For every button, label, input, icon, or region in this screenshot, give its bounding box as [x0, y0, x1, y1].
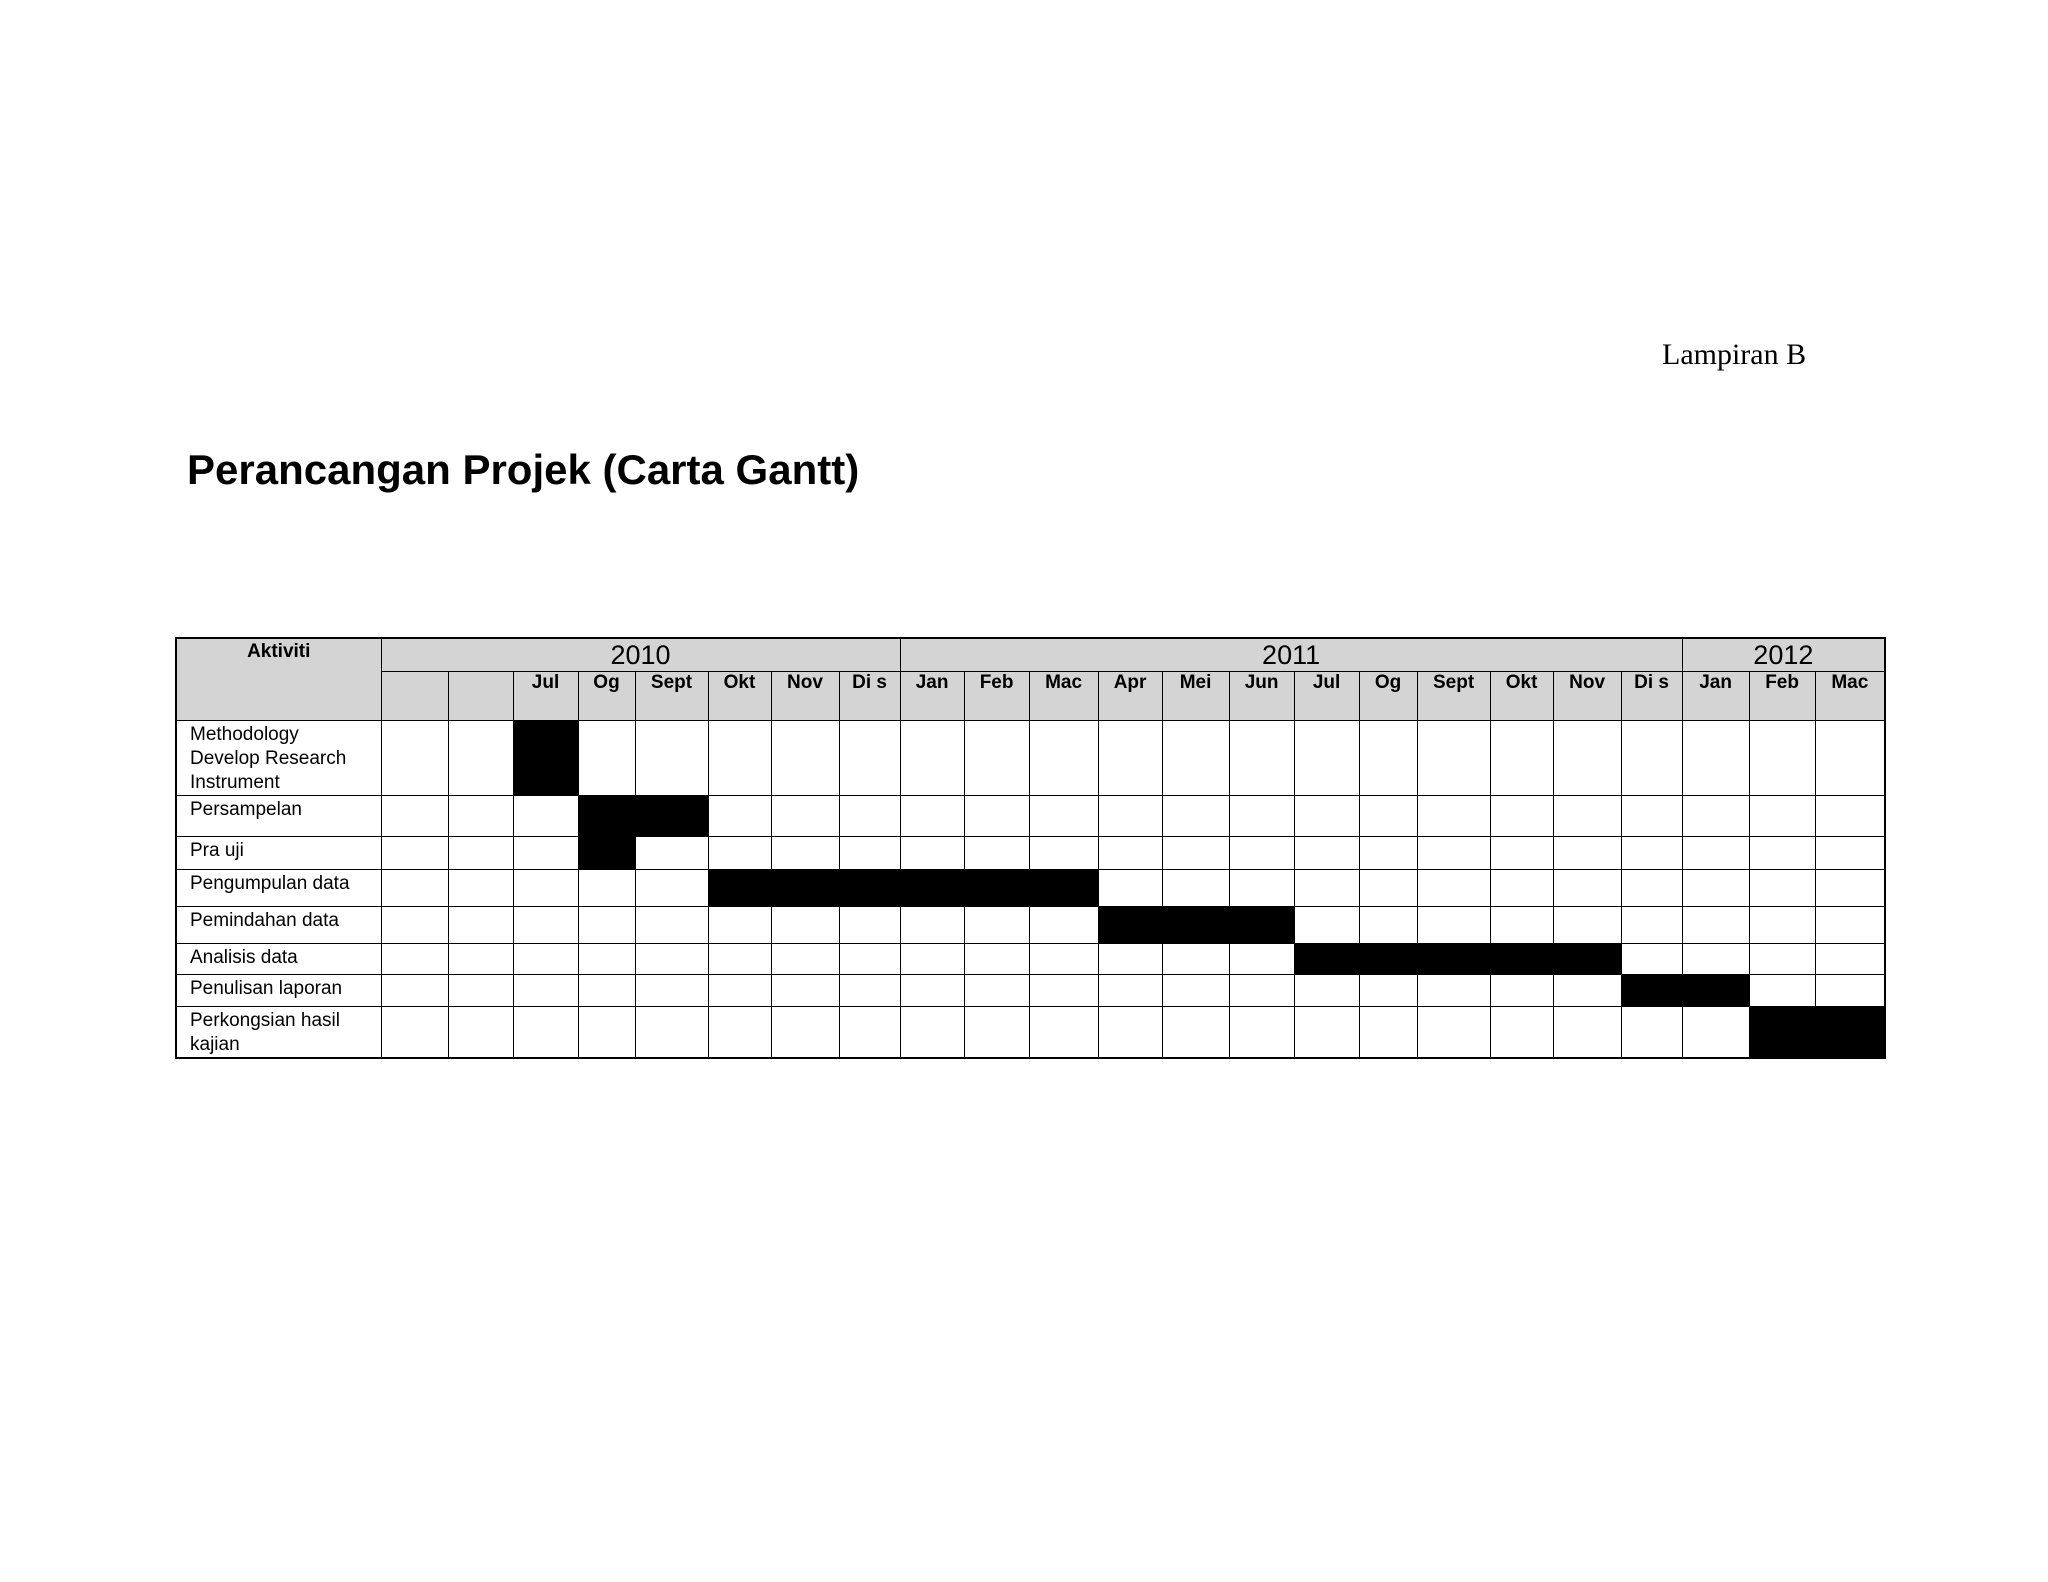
month-header-label: Jan [1699, 672, 1732, 693]
gantt-empty-cell [1294, 796, 1359, 837]
table-row [176, 944, 1885, 975]
gantt-bar-cell [578, 837, 635, 870]
gantt-empty-cell [1162, 721, 1229, 796]
gantt-empty-cell [635, 721, 708, 796]
gantt-empty-cell [1682, 837, 1749, 870]
gantt-empty-cell [839, 837, 900, 870]
month-header-label: Di s [1634, 672, 1669, 693]
gantt-empty-cell [1098, 975, 1162, 1007]
gantt-empty-cell [1029, 796, 1098, 837]
gantt-empty-cell [1417, 721, 1490, 796]
gantt-empty-cell [1229, 721, 1294, 796]
month-header-19 [1621, 672, 1682, 721]
gantt-empty-cell [635, 975, 708, 1007]
gantt-empty-cell [635, 907, 708, 944]
gantt-empty-cell [635, 837, 708, 870]
gantt-empty-cell [1749, 944, 1815, 975]
gantt-empty-cell [900, 975, 964, 1007]
gantt-empty-cell [1162, 796, 1229, 837]
month-header-label: Feb [979, 672, 1014, 693]
gantt-empty-cell [381, 796, 448, 837]
gantt-empty-cell [381, 907, 448, 944]
month-header-17 [1490, 672, 1553, 721]
gantt-empty-cell [1490, 870, 1553, 907]
gantt-empty-cell [771, 1007, 839, 1059]
gantt-empty-cell [1098, 944, 1162, 975]
gantt-empty-cell [900, 907, 964, 944]
gantt-empty-cell [1621, 721, 1682, 796]
activity-label: Pra uji [176, 837, 381, 870]
activity-label: Methodology Develop Research Instrument [176, 721, 381, 796]
month-header-label: Mei [1179, 672, 1212, 693]
gantt-empty-cell [578, 870, 635, 907]
month-header-13 [1229, 672, 1294, 721]
month-header-22 [1815, 672, 1885, 721]
month-header-12 [1162, 672, 1229, 721]
activity-label: Pemindahan data [176, 907, 381, 944]
gantt-empty-cell [1098, 870, 1162, 907]
gantt-empty-cell [513, 907, 578, 944]
year-header-2012: 2012 [1682, 638, 1885, 672]
activity-label: Perkongsian hasil kajian [176, 1007, 381, 1059]
gantt-empty-cell [964, 975, 1029, 1007]
gantt-empty-cell [900, 721, 964, 796]
month-header-0 [381, 672, 448, 721]
gantt-empty-cell [1162, 837, 1229, 870]
gantt-empty-cell [1815, 721, 1885, 796]
gantt-empty-cell [1682, 907, 1749, 944]
gantt-empty-cell [1359, 721, 1417, 796]
month-header-16 [1417, 672, 1490, 721]
month-header-7 [839, 672, 900, 721]
gantt-empty-cell [513, 870, 578, 907]
gantt-empty-cell [578, 907, 635, 944]
gantt-empty-cell [1162, 975, 1229, 1007]
gantt-empty-cell [1815, 870, 1885, 907]
month-header-label: Jul [1312, 672, 1341, 693]
gantt-empty-cell [771, 796, 839, 837]
gantt-empty-cell [1553, 796, 1621, 837]
gantt-empty-cell [578, 1007, 635, 1059]
activity-column-header: Aktiviti [176, 638, 381, 721]
gantt-empty-cell [1815, 975, 1885, 1007]
month-header-8 [900, 672, 964, 721]
month-header-21 [1749, 672, 1815, 721]
gantt-empty-cell [964, 944, 1029, 975]
gantt-empty-cell [1029, 975, 1098, 1007]
gantt-empty-cell [448, 1007, 513, 1059]
activity-label: Persampelan [176, 796, 381, 837]
table-row [176, 837, 1885, 870]
month-header-3 [578, 672, 635, 721]
gantt-empty-cell [381, 721, 448, 796]
gantt-empty-cell [1294, 837, 1359, 870]
gantt-empty-cell [1162, 944, 1229, 975]
gantt-empty-cell [771, 907, 839, 944]
year-header-2011: 2011 [900, 638, 1682, 672]
gantt-empty-cell [1162, 1007, 1229, 1059]
table-row [176, 975, 1885, 1007]
gantt-bar-cell [708, 870, 771, 907]
gantt-empty-cell [1815, 837, 1885, 870]
gantt-empty-cell [1749, 796, 1815, 837]
gantt-empty-cell [1029, 944, 1098, 975]
gantt-empty-cell [708, 837, 771, 870]
month-header-label: Okt [723, 672, 756, 693]
gantt-bar-cell [1749, 1007, 1815, 1059]
gantt-empty-cell [839, 975, 900, 1007]
gantt-empty-cell [708, 944, 771, 975]
gantt-empty-cell [1490, 1007, 1553, 1059]
month-header-4 [635, 672, 708, 721]
gantt-empty-cell [1682, 870, 1749, 907]
gantt-empty-cell [448, 796, 513, 837]
month-header-label: Og [1374, 672, 1402, 693]
gantt-bar-cell [964, 870, 1029, 907]
gantt-empty-cell [448, 721, 513, 796]
gantt-empty-cell [1359, 1007, 1417, 1059]
gantt-empty-cell [839, 1007, 900, 1059]
month-header-label: Sept [1432, 672, 1475, 693]
gantt-empty-cell [771, 975, 839, 1007]
gantt-empty-cell [578, 944, 635, 975]
gantt-empty-cell [900, 837, 964, 870]
month-header-1 [448, 672, 513, 721]
gantt-empty-cell [771, 721, 839, 796]
page-title: Perancangan Projek (Carta Gantt) [187, 446, 860, 493]
month-header-label: Og [593, 672, 620, 693]
gantt-empty-cell [513, 837, 578, 870]
gantt-empty-cell [900, 1007, 964, 1059]
gantt-empty-cell [708, 1007, 771, 1059]
gantt-empty-cell [1490, 796, 1553, 837]
gantt-empty-cell [1553, 1007, 1621, 1059]
month-header-label: Feb [1765, 672, 1799, 693]
month-header-label: Apr [1113, 672, 1147, 693]
gantt-bar-cell [1098, 907, 1162, 944]
table-row [176, 721, 1885, 796]
month-header-9 [964, 672, 1029, 721]
gantt-empty-cell [1029, 721, 1098, 796]
gantt-empty-cell [839, 944, 900, 975]
month-header-5 [708, 672, 771, 721]
gantt-empty-cell [1621, 837, 1682, 870]
gantt-empty-cell [1294, 721, 1359, 796]
gantt-empty-cell [1621, 907, 1682, 944]
gantt-empty-cell [578, 975, 635, 1007]
gantt-empty-cell [448, 870, 513, 907]
gantt-empty-cell [708, 907, 771, 944]
gantt-empty-cell [381, 944, 448, 975]
gantt-empty-cell [1359, 975, 1417, 1007]
gantt-empty-cell [839, 907, 900, 944]
gantt-bar-cell [1294, 944, 1359, 975]
gantt-empty-cell [381, 837, 448, 870]
gantt-empty-cell [708, 796, 771, 837]
month-header-label: Sept [650, 672, 693, 693]
gantt-empty-cell [771, 944, 839, 975]
gantt-empty-cell [1621, 796, 1682, 837]
gantt-empty-cell [1621, 870, 1682, 907]
gantt-empty-cell [513, 1007, 578, 1059]
gantt-empty-cell [513, 975, 578, 1007]
gantt-empty-cell [448, 944, 513, 975]
gantt-empty-cell [1162, 870, 1229, 907]
gantt-empty-cell [1359, 796, 1417, 837]
gantt-empty-cell [1815, 907, 1885, 944]
gantt-empty-cell [1229, 837, 1294, 870]
table-row [176, 1007, 1885, 1059]
gantt-empty-cell [1417, 870, 1490, 907]
gantt-empty-cell [381, 870, 448, 907]
gantt-bar-cell [1162, 907, 1229, 944]
gantt-empty-cell [1098, 837, 1162, 870]
gantt-empty-cell [1229, 1007, 1294, 1059]
gantt-empty-cell [1359, 837, 1417, 870]
gantt-empty-cell [1359, 907, 1417, 944]
gantt-empty-cell [1294, 870, 1359, 907]
month-header-label: Jan [915, 672, 949, 693]
gantt-empty-cell [1029, 907, 1098, 944]
appendix-label: Lampiran B [1662, 338, 1807, 371]
gantt-empty-cell [1553, 907, 1621, 944]
gantt-empty-cell [964, 721, 1029, 796]
gantt-bar-cell [900, 870, 964, 907]
gantt-empty-cell [635, 944, 708, 975]
gantt-empty-cell [1294, 975, 1359, 1007]
gantt-empty-cell [635, 1007, 708, 1059]
month-header-14 [1294, 672, 1359, 721]
gantt-bar-cell [513, 721, 578, 796]
gantt-empty-cell [708, 975, 771, 1007]
gantt-empty-cell [1749, 870, 1815, 907]
gantt-empty-cell [1815, 944, 1885, 975]
month-header-6 [771, 672, 839, 721]
month-header-2 [513, 672, 578, 721]
gantt-empty-cell [1029, 1007, 1098, 1059]
gantt-empty-cell [1098, 1007, 1162, 1059]
gantt-empty-cell [964, 837, 1029, 870]
gantt-empty-cell [964, 907, 1029, 944]
gantt-empty-cell [1417, 837, 1490, 870]
gantt-empty-cell [1682, 721, 1749, 796]
activity-label: Pengumpulan data [176, 870, 381, 907]
gantt-empty-cell [1294, 1007, 1359, 1059]
table-row [176, 796, 1885, 837]
gantt-empty-cell [448, 975, 513, 1007]
gantt-empty-cell [635, 870, 708, 907]
activity-label: Penulisan laporan [176, 975, 381, 1007]
month-header-label: Jul [531, 672, 560, 693]
gantt-empty-cell [900, 944, 964, 975]
gantt-empty-cell [900, 796, 964, 837]
month-header-label: Okt [1505, 672, 1538, 693]
gantt-empty-cell [1417, 907, 1490, 944]
gantt-chart-table [175, 637, 1886, 1059]
gantt-empty-cell [839, 796, 900, 837]
year-header-2010: 2010 [381, 638, 900, 672]
gantt-empty-cell [1029, 837, 1098, 870]
table-row [176, 907, 1885, 944]
gantt-bar-cell [1815, 1007, 1885, 1059]
gantt-bar-cell [635, 796, 708, 837]
month-header-label: Mac [1831, 672, 1869, 693]
gantt-empty-cell [1098, 796, 1162, 837]
gantt-empty-cell [964, 1007, 1029, 1059]
gantt-empty-cell [578, 721, 635, 796]
month-header-label: Nov [1569, 672, 1606, 693]
gantt-empty-cell [771, 837, 839, 870]
gantt-empty-cell [839, 721, 900, 796]
month-header-20 [1682, 672, 1749, 721]
gantt-empty-cell [1553, 870, 1621, 907]
month-header-label: Jun [1244, 672, 1279, 693]
table-row [176, 870, 1885, 907]
gantt-empty-cell [513, 796, 578, 837]
activity-label: Analisis data [176, 944, 381, 975]
gantt-empty-cell [1490, 975, 1553, 1007]
gantt-empty-cell [1098, 721, 1162, 796]
month-header-label: Di s [852, 672, 887, 693]
gantt-bar-cell [1229, 907, 1294, 944]
gantt-empty-cell [448, 907, 513, 944]
gantt-bar-cell [578, 796, 635, 837]
gantt-bar-cell [1417, 944, 1490, 975]
month-header-18 [1553, 672, 1621, 721]
gantt-bar-cell [839, 870, 900, 907]
gantt-empty-cell [1682, 796, 1749, 837]
gantt-empty-cell [1682, 1007, 1749, 1059]
gantt-empty-cell [1553, 721, 1621, 796]
month-header-15 [1359, 672, 1417, 721]
gantt-empty-cell [1490, 837, 1553, 870]
gantt-empty-cell [1417, 1007, 1490, 1059]
gantt-empty-cell [381, 975, 448, 1007]
gantt-empty-cell [1229, 944, 1294, 975]
gantt-empty-cell [1621, 944, 1682, 975]
gantt-empty-cell [708, 721, 771, 796]
gantt-empty-cell [1815, 796, 1885, 837]
month-header-11 [1098, 672, 1162, 721]
month-header-row [176, 672, 1885, 721]
gantt-empty-cell [1621, 1007, 1682, 1059]
gantt-empty-cell [1490, 907, 1553, 944]
gantt-empty-cell [1749, 975, 1815, 1007]
gantt-empty-cell [1682, 944, 1749, 975]
gantt-bar-cell [1682, 975, 1749, 1007]
gantt-empty-cell [1490, 721, 1553, 796]
year-header-row [176, 638, 1885, 672]
gantt-empty-cell [964, 796, 1029, 837]
gantt-empty-cell [1229, 796, 1294, 837]
gantt-empty-cell [381, 1007, 448, 1059]
gantt-empty-cell [1553, 837, 1621, 870]
month-header-label: Nov [787, 672, 823, 693]
gantt-empty-cell [1294, 907, 1359, 944]
gantt-bar-cell [1553, 944, 1621, 975]
gantt-bar-cell [1029, 870, 1098, 907]
gantt-bar-cell [1490, 944, 1553, 975]
gantt-empty-cell [1229, 870, 1294, 907]
month-header-10 [1029, 672, 1098, 721]
gantt-empty-cell [1749, 837, 1815, 870]
gantt-bar-cell [1359, 944, 1417, 975]
gantt-empty-cell [1749, 907, 1815, 944]
gantt-bar-cell [771, 870, 839, 907]
gantt-empty-cell [513, 944, 578, 975]
gantt-empty-cell [1359, 870, 1417, 907]
gantt-empty-cell [1229, 975, 1294, 1007]
gantt-empty-cell [1417, 796, 1490, 837]
month-header-label: Mac [1045, 672, 1083, 693]
gantt-empty-cell [1553, 975, 1621, 1007]
gantt-empty-cell [1417, 975, 1490, 1007]
gantt-bar-cell [1621, 975, 1682, 1007]
gantt-empty-cell [448, 837, 513, 870]
gantt-empty-cell [1749, 721, 1815, 796]
